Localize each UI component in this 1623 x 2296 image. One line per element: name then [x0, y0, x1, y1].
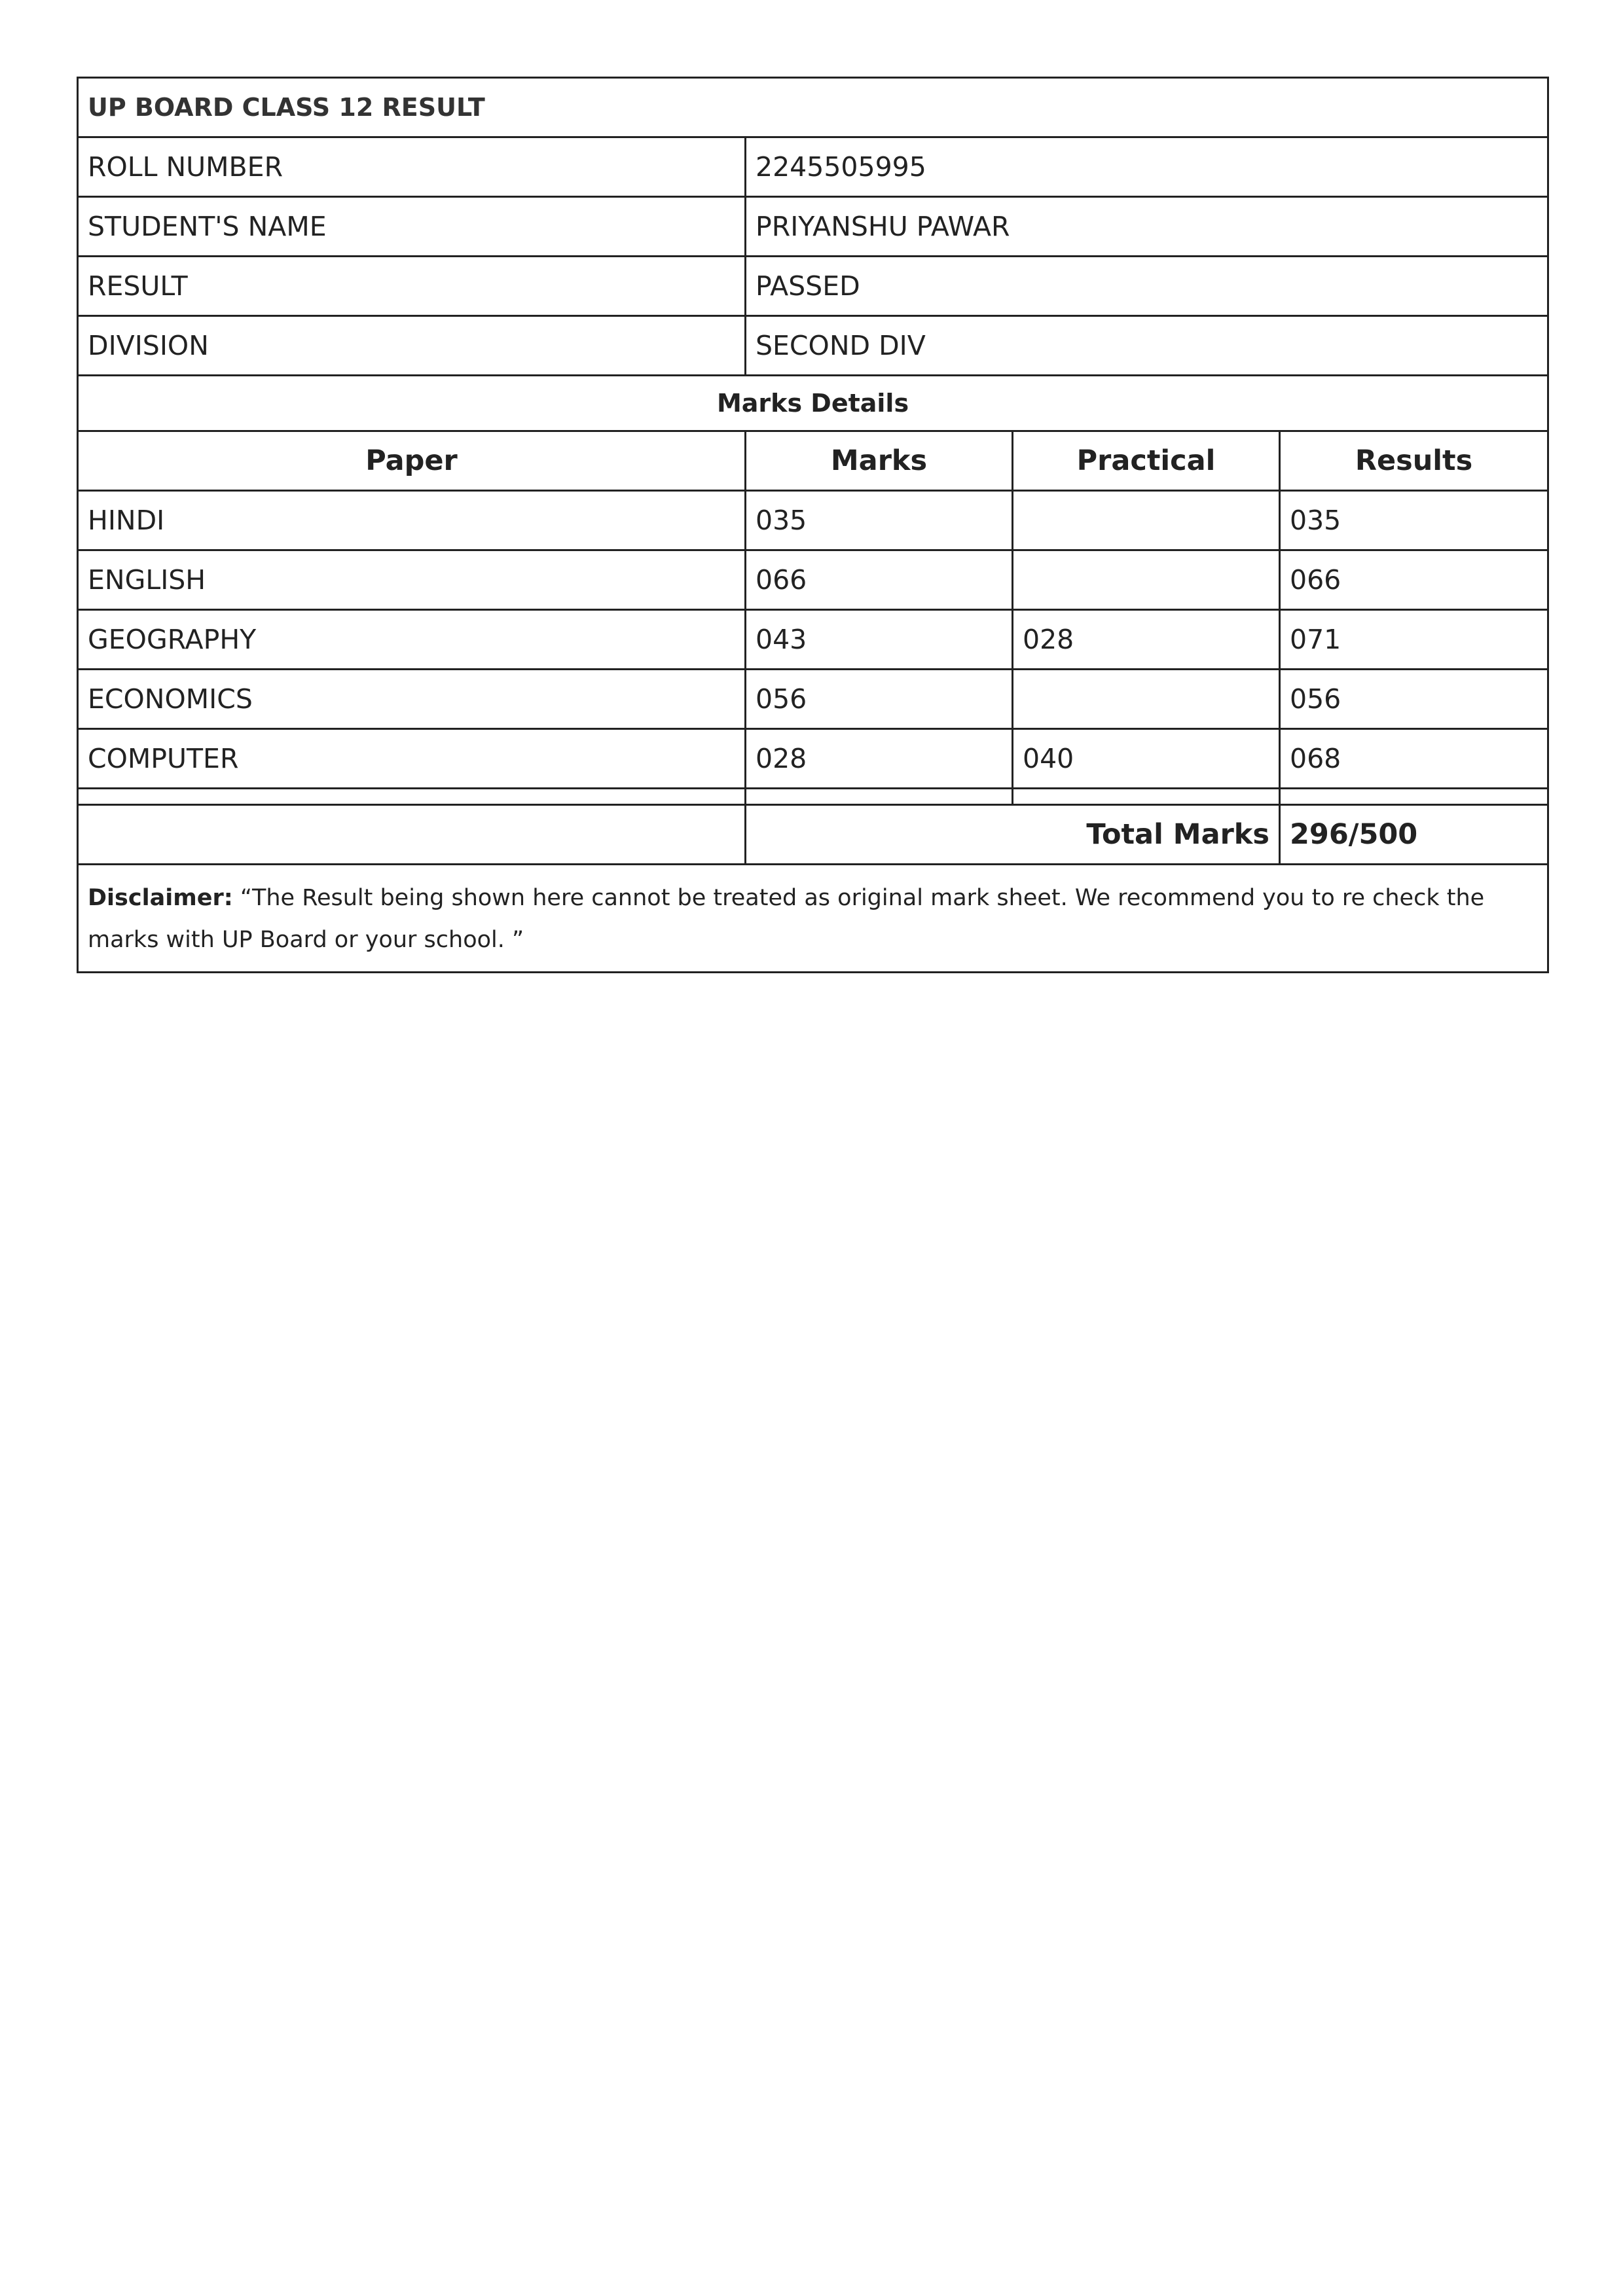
- practical-cell: [1013, 670, 1280, 729]
- paper-cell: GEOGRAPHY: [78, 610, 746, 670]
- info-label: ROLL NUMBER: [78, 137, 746, 197]
- info-value: PASSED: [746, 257, 1548, 316]
- practical-cell: [1013, 491, 1280, 550]
- empty-cell: [1280, 789, 1548, 805]
- practical-cell: [1013, 550, 1280, 610]
- column-header-paper: Paper: [78, 431, 746, 491]
- marks-header-row: [78, 431, 1548, 491]
- info-label: DIVISION: [78, 316, 746, 376]
- paper-cell: ENGLISH: [78, 550, 746, 610]
- disclaimer-label: Disclaimer:: [88, 885, 233, 911]
- empty-cell: [746, 789, 1013, 805]
- total-marks-label: Total Marks: [746, 805, 1280, 865]
- result-title: UP BOARD CLASS 12 RESULT: [78, 78, 1548, 137]
- info-row-division: [78, 316, 1548, 376]
- info-row-result: [78, 257, 1548, 316]
- total-marks-value: 296/500: [1280, 805, 1548, 865]
- paper-cell: HINDI: [78, 491, 746, 550]
- results-cell: 066: [1280, 550, 1548, 610]
- info-value: PRIYANSHU PAWAR: [746, 197, 1548, 257]
- marks-cell: 056: [746, 670, 1013, 729]
- table-row: [78, 610, 1548, 670]
- marks-section-row: [78, 376, 1548, 431]
- marks-cell: 028: [746, 729, 1013, 789]
- empty-cell: [1013, 789, 1280, 805]
- results-cell: 035: [1280, 491, 1548, 550]
- table-row: [78, 550, 1548, 610]
- table-row: [78, 491, 1548, 550]
- table-row: [78, 670, 1548, 729]
- total-row: [78, 805, 1548, 865]
- info-label: STUDENT'S NAME: [78, 197, 746, 257]
- marks-section-title: Marks Details: [78, 376, 1548, 431]
- disclaimer-text: “The Result being shown here cannot be treated as original mark sheet. We recommend you to re check the marks with UP Board or your school. ”: [88, 885, 1485, 953]
- empty-cell: [78, 789, 746, 805]
- marks-cell: 043: [746, 610, 1013, 670]
- practical-cell: 040: [1013, 729, 1280, 789]
- info-value: SECOND DIV: [746, 316, 1548, 376]
- results-cell: 071: [1280, 610, 1548, 670]
- disclaimer: [78, 865, 1548, 973]
- paper-cell: COMPUTER: [78, 729, 746, 789]
- results-cell: 068: [1280, 729, 1548, 789]
- info-row-student-name: [78, 197, 1548, 257]
- column-header-marks: Marks: [746, 431, 1013, 491]
- title-row: [78, 78, 1548, 137]
- marks-cell: 066: [746, 550, 1013, 610]
- marks-cell: 035: [746, 491, 1013, 550]
- column-header-results: Results: [1280, 431, 1548, 491]
- info-row-roll-number: [78, 137, 1548, 197]
- disclaimer-row: [78, 865, 1548, 973]
- empty-row: [78, 789, 1548, 805]
- info-value: 2245505995: [746, 137, 1548, 197]
- paper-cell: ECONOMICS: [78, 670, 746, 729]
- practical-cell: 028: [1013, 610, 1280, 670]
- result-table: [77, 77, 1549, 973]
- column-header-practical: Practical: [1013, 431, 1280, 491]
- info-label: RESULT: [78, 257, 746, 316]
- results-cell: 056: [1280, 670, 1548, 729]
- table-row: [78, 729, 1548, 789]
- empty-cell: [78, 805, 746, 865]
